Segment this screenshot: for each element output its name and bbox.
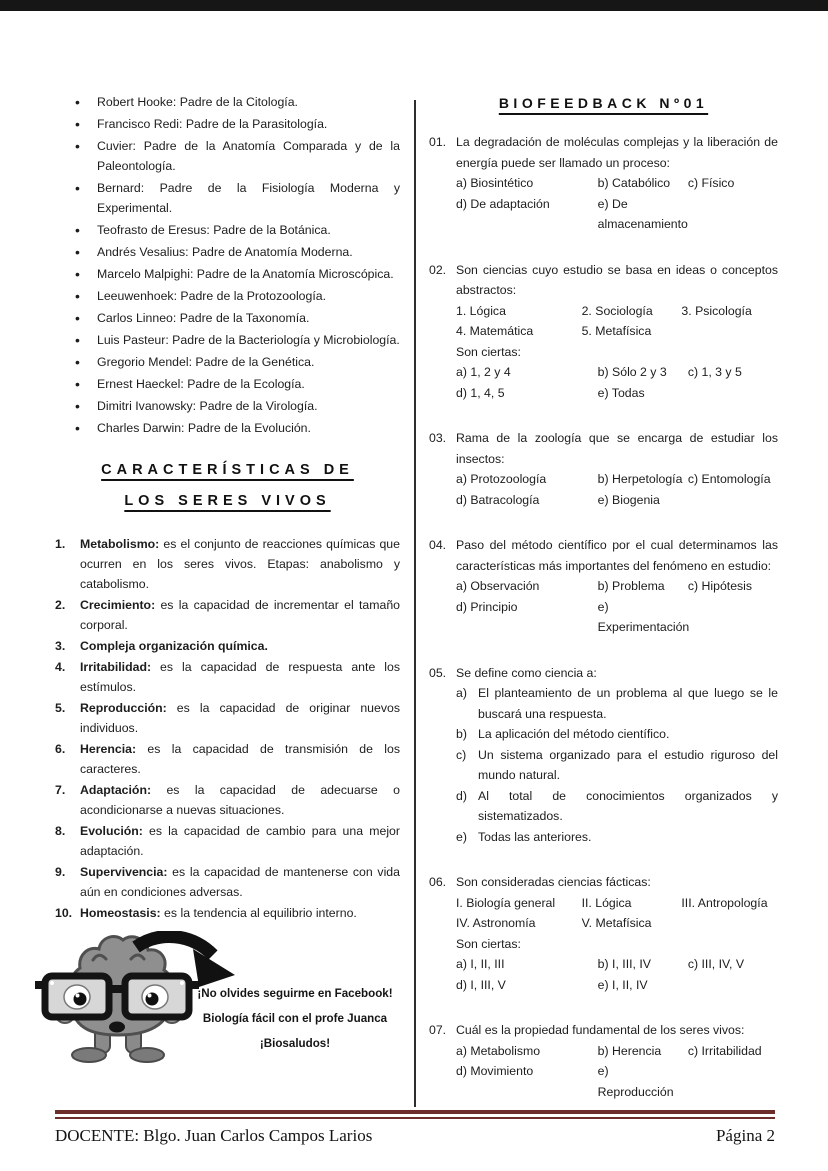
page-footer (55, 1110, 775, 1146)
characteristic-number: 10. (55, 906, 73, 920)
option-cell: d) Principio (456, 599, 518, 614)
option-cell: III. Antropología (681, 895, 768, 910)
option-text: Todas las anteriores. (478, 829, 592, 844)
question-number: 03. (429, 431, 447, 445)
option-cell: V. Metafísica (581, 916, 652, 930)
option-letter: b) (456, 727, 467, 741)
characteristic-term: Compleja organización química. (80, 639, 268, 653)
options-row (456, 975, 778, 996)
option-cell: b) I, III, IV (597, 957, 651, 971)
characteristics-list (55, 534, 400, 923)
option-text: Al total de conocimientos organizados y sistematizados. (478, 788, 778, 823)
option-text: La aplicación del método científico. (478, 727, 670, 741)
options-row (456, 597, 778, 638)
father-item: • Leeuwenhoek: Padre de la Protozoología. (55, 286, 400, 306)
question-text: Rama de la zoología que se encarga de estudiar los insectos: (456, 431, 778, 466)
option-cell: 4. Matemática (456, 324, 534, 338)
father-item: • Dimitri Ivanowsky: Padre de la Virología. (55, 396, 400, 416)
question-body (456, 428, 778, 510)
option-cell: a) Protozoología (456, 472, 547, 486)
characteristic-item (55, 534, 400, 594)
lettered-option (456, 683, 778, 724)
father-item: • Ernest Haeckel: Padre de la Ecología. (55, 374, 400, 394)
options-row (456, 1041, 778, 1062)
question-body (456, 260, 778, 404)
option-cell: c) Entomología (687, 472, 771, 486)
option-cell: 5. Metafísica (581, 324, 652, 338)
option-cell: 1. Lógica (456, 303, 506, 318)
option-cell: 2. Sociología (581, 303, 653, 318)
characteristic-text: Adaptación: es la capacidad de adecuarse o acondicionarse a nuevas situaciones. (80, 783, 400, 817)
characteristic-text: Reproducción: es la capacidad de originar nuevos individuos. (80, 701, 400, 735)
question-body (456, 663, 778, 848)
question (429, 663, 778, 848)
characteristic-text: Homeostasis: es la tendencia al equilibrio interno. (80, 906, 357, 920)
father-item: • Teofrasto de Eresus: Padre de la Botánica. (55, 220, 400, 240)
question (429, 260, 778, 404)
option-cell: e) Todas (597, 385, 645, 400)
option-cell: a) Observación (456, 579, 540, 593)
question (429, 872, 778, 995)
option-cell: e) Biogenia (597, 492, 660, 507)
characteristic-text: Evolución: es la capacidad de cambio para una mejor adaptación. (80, 824, 400, 858)
characteristic-term: Supervivencia: (80, 865, 168, 879)
option-text: El planteamiento de un problema al que luego se le buscará una respuesta. (478, 686, 778, 721)
father-item: • Charles Darwin: Padre de la Evolución. (55, 418, 400, 438)
item-row (456, 893, 778, 914)
question-text: Cuál es la propiedad fundamental de los seres vivos: (456, 1023, 745, 1037)
facebook-note (175, 981, 415, 1056)
section-title (55, 458, 400, 520)
option-cell: c) III, IV, V (687, 957, 745, 971)
item-row (456, 301, 778, 322)
characteristic-term: Reproducción: (80, 701, 167, 715)
section-title-line2: LOS SERES VIVOS (124, 493, 331, 509)
characteristic-number: 3. (55, 639, 66, 653)
options-row (456, 576, 778, 597)
column-divider (414, 100, 416, 1107)
top-bar (0, 0, 828, 11)
question-body (456, 872, 778, 995)
options-row (456, 1061, 778, 1102)
characteristic-item (55, 595, 400, 635)
father-item: • Gregorio Mendel: Padre de la Genética. (55, 352, 400, 372)
characteristic-number: 1. (55, 537, 66, 551)
characteristic-text: Irritabilidad: es la capacidad de respuesta ante los estímulos. (80, 660, 400, 694)
option-cell: b) Herpetología (597, 472, 683, 486)
option-cell: e) Experimentación (597, 599, 690, 634)
question-mid-label: Son ciertas: (456, 344, 521, 359)
option-cell: b) Herencia (597, 1043, 662, 1058)
question-number: 02. (429, 262, 447, 277)
characteristic-term: Homeostasis: (80, 906, 161, 920)
characteristic-number: 5. (55, 701, 66, 715)
lettered-option (456, 724, 778, 745)
question-number: 06. (429, 875, 447, 889)
characteristic-term: Adaptación: (80, 783, 152, 797)
options-row (456, 469, 778, 490)
father-item: • Carlos Linneo: Padre de la Taxonomía. (55, 308, 400, 328)
options-row (456, 194, 778, 235)
question-body (456, 1020, 778, 1102)
characteristic-text (80, 636, 400, 656)
options-row (456, 954, 778, 975)
characteristic-number: 7. (55, 783, 66, 797)
option-cell: b) Problema (597, 579, 665, 593)
biofeedback-title-text: BIOFEEDBACK Nº01 (498, 95, 709, 111)
question (429, 535, 778, 638)
option-cell: c) Irritabilidad (687, 1043, 762, 1058)
options-row (456, 173, 778, 194)
characteristic-number: 6. (55, 742, 66, 756)
option-text: Un sistema organizado para el estudio riguroso del mundo natural. (478, 747, 778, 782)
option-letter: e) (456, 829, 467, 844)
father-item: • Robert Hooke: Padre de la Citología. (55, 92, 400, 112)
characteristic-number: 8. (55, 824, 66, 838)
option-cell: d) 1, 4, 5 (456, 385, 505, 400)
right-column (429, 92, 778, 1127)
questions-container (429, 132, 778, 1102)
father-item: • Cuvier: Padre de la Anatomía Comparada y de la Paleontología. (55, 136, 400, 176)
question-text: Son ciencias cuyo estudio se basa en ideas o conceptos abstractos: (456, 262, 778, 297)
item-row (456, 321, 778, 342)
characteristic-item (55, 903, 400, 923)
option-cell: c) Hipótesis (687, 579, 753, 593)
option-cell: e) Reproducción (597, 1064, 674, 1099)
option-cell: d) Movimiento (456, 1064, 534, 1078)
characteristic-number: 2. (55, 598, 66, 612)
mascot-row (55, 929, 400, 1069)
option-cell: a) Metabolismo (456, 1043, 541, 1058)
characteristic-item (55, 698, 400, 738)
facebook-note-line3: ¡Biosaludos! (259, 1037, 331, 1050)
question-body (456, 535, 778, 638)
question-text: Paso del método científico por el cual determinamos las características más importantes del fenómeno en estudio: (456, 538, 778, 573)
left-column (55, 92, 400, 1127)
father-item: • Luis Pasteur: Padre de la Bacteriología y Microbiología. (55, 330, 400, 350)
question-number: 07. (429, 1023, 447, 1037)
characteristic-item (55, 780, 400, 820)
footer-docente: DOCENTE: Blgo. Juan Carlos Campos Larios (55, 1126, 373, 1145)
option-letter: a) (456, 686, 467, 700)
question (429, 1020, 778, 1102)
father-item: • Francisco Redi: Padre de la Parasitología. (55, 114, 400, 134)
option-cell: e) De almacenamiento (597, 196, 688, 231)
father-item: • Andrés Vesalius: Padre de Anatomía Moderna. (55, 242, 400, 262)
option-letter: d) (456, 788, 467, 803)
question-number: 05. (429, 665, 447, 680)
father-item: • Marcelo Malpighi: Padre de la Anatomía Microscópica. (55, 264, 400, 284)
characteristic-item (55, 657, 400, 697)
options-row (456, 490, 778, 511)
father-item: • Bernard: Padre de la Fisiología Moderna y Experimental. (55, 178, 400, 218)
option-cell: b) Catabólico (597, 176, 671, 190)
option-cell: d) De adaptación (456, 196, 550, 211)
characteristic-item (55, 862, 400, 902)
characteristic-text: Crecimiento: es la capacidad de incrementar el tamaño corporal. (80, 598, 400, 632)
option-cell: c) Físico (687, 176, 735, 190)
biofeedback-title (429, 92, 778, 114)
option-cell: I. Biología general (456, 895, 556, 910)
characteristic-text: Metabolismo: es el conjunto de reacciones químicas que ocurren en los seres vivos. Etapas: anabolismo y catabolismo. (80, 537, 400, 591)
characteristic-term: Herencia: (80, 742, 137, 756)
option-cell: a) 1, 2 y 4 (456, 365, 511, 379)
question-mid-label: Son ciertas: (456, 936, 521, 951)
characteristic-item (55, 636, 400, 656)
option-letter: c) (456, 747, 467, 762)
question-text: La degradación de moléculas complejas y la liberación de energía puede ser llamado un proceso: (456, 135, 778, 170)
option-cell: e) I, II, IV (597, 977, 648, 992)
option-cell: d) I, III, V (456, 977, 506, 992)
option-cell: IV. Astronomía (456, 916, 536, 930)
question-number: 04. (429, 538, 447, 552)
option-cell: 3. Psicología (681, 303, 752, 318)
characteristic-text: Supervivencia: es la capacidad de mantenerse con vida aún en condiciones adversas. (80, 865, 400, 899)
characteristic-term: Evolución: (80, 824, 143, 838)
characteristic-text: Herencia: es la capacidad de transmisión de los caracteres. (80, 742, 400, 776)
option-cell: c) 1, 3 y 5 (687, 365, 742, 379)
question (429, 132, 778, 235)
option-cell: a) Biosintético (456, 176, 534, 190)
question-body (456, 132, 778, 235)
section-title-line1: CARACTERÍSTICAS DE (101, 462, 354, 478)
options-row (456, 362, 778, 383)
option-cell: II. Lógica (581, 895, 632, 910)
characteristic-term: Metabolismo: (80, 537, 160, 551)
lettered-option (456, 786, 778, 827)
options-row (456, 383, 778, 404)
characteristic-number: 9. (55, 865, 66, 879)
characteristic-term: Irritabilidad: (80, 660, 152, 674)
fathers-list (55, 92, 400, 438)
question (429, 428, 778, 510)
question-text: Se define como ciencia a: (456, 665, 597, 680)
option-cell: b) Sólo 2 y 3 (597, 365, 667, 379)
facebook-note-line1: ¡No olvides seguirme en Facebook! (197, 987, 393, 1000)
lettered-option (456, 827, 778, 848)
option-cell: d) Batracología (456, 492, 540, 507)
facebook-note-line2: Biología fácil con el profe Juanca (202, 1012, 388, 1025)
option-cell: a) I, II, III (456, 957, 505, 971)
footer-rule (55, 1110, 775, 1119)
question-text: Son consideradas ciencias fácticas: (456, 875, 651, 889)
question-number: 01. (429, 135, 447, 149)
characteristic-item (55, 821, 400, 861)
item-row (456, 913, 778, 934)
characteristic-term: Crecimiento: (80, 598, 156, 612)
lettered-option (456, 745, 778, 786)
characteristic-number: 4. (55, 660, 66, 674)
footer-page-number: Página 2 (715, 1126, 775, 1145)
characteristic-item (55, 739, 400, 779)
